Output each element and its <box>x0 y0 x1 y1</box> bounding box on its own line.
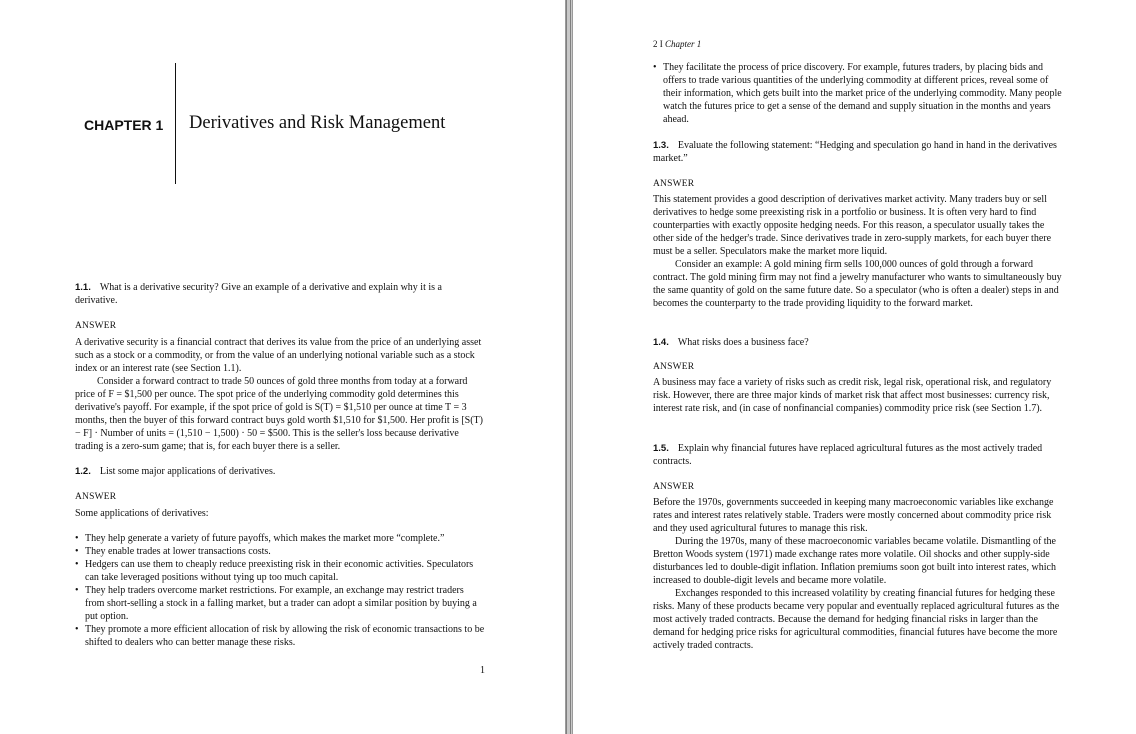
answer-paragraph: Before the 1970s, governments succeeded in keeping many macroeconomic variables like exchange rates and interest rates relatively stable. Traders were mostly concerned about commodity price risk and they used agricultural futures to manage this risk. <box>653 497 1054 534</box>
question-number: 1.5. <box>653 443 669 454</box>
question-1-1 <box>75 281 485 307</box>
list-item: • They enable trades at lower transactions costs. <box>75 545 485 558</box>
answer-paragraph: A business may face a variety of risks such as credit risk, legal risk, operational risk, and regulatory risk. However, there are three major kinds of market risk that affect most businesses: currency risk, interest rate risk, and (in case of nonfinancial companies) commodity price risk (see Section 1.7). <box>653 377 1052 414</box>
question-text: What is a derivative security? Give an example of a derivative and explain why it is a derivative. <box>75 282 442 306</box>
applications-list <box>75 532 485 649</box>
question-1-4 <box>653 336 1063 349</box>
question-text: List some major applications of derivatives. <box>99 466 276 477</box>
question-text: What risks does a business face? <box>677 337 809 348</box>
answer-paragraph: Exchanges responded to this increased volatility by creating financial futures for hedging these risks. Many of these products became very popular and eventually replaced agricultural futures as the most actively traded contracts. Because the demand for hedging financial risks in larger than the demand for hedging price risks for agricultural commodities, financial futures have become the more actively traded contracts. <box>653 588 1060 651</box>
answer-paragraph: Consider a forward contract to trade 50 ounces of gold three months from today at a forward price of F = $1,500 per ounce. The spot price of the underlying commodity gold determines this derivative's payoff. For example, if the spot price of gold is S(T) = $1,510 per ounce at time T = 3 months, then the buyer of this forward contract buys gold worth $1,510 for $1,500. Her profit is [S(T) − F] · Number of units = (1,510 − 1,500) · 50 = $500. This is the seller's loss because derivative trading is a zero-sum game; that is, for each buyer there is a seller. <box>75 376 483 452</box>
answer-paragraph: A derivative security is a financial contract that derives its value from the price of an underlying asset such as a stock or a commodity, or from the value of an underlying notional variable such as a stock index or an interest rate (see Section 1.1). <box>75 337 482 374</box>
answer-paragraph: During the 1970s, many of these macroeconomic variables became volatile. Dismantling of the Bretton Woods system (1971) made exchange rates more volatile. Oil shocks and other supply-side disturbances led to double-digit inflation. Inflation premiums soon got built into interest rates, which increased to double-digit levels and became more volatile. <box>653 536 1056 586</box>
answer-1-5 <box>653 496 1065 652</box>
answer-1-3 <box>653 193 1065 310</box>
question-number: 1.4. <box>653 337 669 348</box>
page-right <box>572 0 1136 734</box>
page-number: 1 <box>480 665 485 676</box>
running-head-page: 2 <box>653 39 658 49</box>
answer-1-1 <box>75 336 487 453</box>
question-text: Explain why financial futures have replaced agricultural futures as the most actively traded contracts. <box>653 443 1043 467</box>
question-1-2 <box>75 465 485 478</box>
list-item: • They help traders overcome market restrictions. For example, an exchange may restrict traders from short-selling a stock in a falling market, but a trader can adopt a similar position by buying a put option. <box>75 584 485 623</box>
continued-bullet-list <box>653 61 1063 126</box>
page-gutter <box>566 0 571 734</box>
running-head <box>653 39 701 49</box>
list-item: • They promote a more efficient allocation of risk by allowing the risk of economic transactions to be shifted to dealers who can better manage these risks. <box>75 623 485 649</box>
answer-paragraph: This statement provides a good description of derivatives market activity. Many traders buy or sell derivatives to hedge some preexisting risk in a portfolio or business. It is often very hard to find counterparties with exactly opposite hedging needs. For this reason, a speculator usually takes the other side of the hedger's trade. Since derivatives trade in zero-supply markets, for each buyer there must be a seller. Speculators make the market more liquid. <box>653 194 1052 257</box>
question-number: 1.3. <box>653 140 669 151</box>
question-text: Evaluate the following statement: “Hedging and speculation go hand in hand in the derivatives market.” <box>653 140 1057 164</box>
list-item: • Hedgers can use them to cheaply reduce preexisting risk in their economic activities. Speculators can take leveraged positions without tying up too much capital. <box>75 558 485 584</box>
running-head-separator: I <box>659 39 663 49</box>
list-item: • They help generate a variety of future payoffs, which makes the market more “complete.” <box>75 532 485 545</box>
chapter-title: Derivatives and Risk Management <box>189 113 446 133</box>
answer-heading: ANSWER <box>653 179 695 189</box>
list-item: • They facilitate the process of price discovery. For example, futures traders, by placing bids and offers to trade various quantities of the underlying commodity at different prices, reveal some of their information, which gets built into the market price of the underlying commodity. Many people watch the futures price to get a sense of the demand and supply situation in the months and years ahead. <box>653 61 1063 126</box>
question-1-5 <box>653 442 1063 468</box>
answer-paragraph: Consider an example: A gold mining firm sells 100,000 ounces of gold through a forward contract. The gold mining firm may not find a jewelry manufacturer who wants to simultaneously buy the same quantity of gold on the same future date. So a speculator (who is often a dealer) steps in and becomes the counterparty to the trade providing liquidity to the forward market. <box>653 259 1062 309</box>
question-1-3 <box>653 139 1063 165</box>
answer-intro: Some applications of derivatives: <box>75 508 209 519</box>
answer-heading: ANSWER <box>653 482 695 492</box>
answer-heading: ANSWER <box>75 492 117 502</box>
answer-heading: ANSWER <box>75 321 117 331</box>
question-number: 1.2. <box>75 466 91 477</box>
question-number: 1.1. <box>75 282 91 293</box>
chapter-label: CHAPTER 1 <box>84 117 164 133</box>
answer-heading: ANSWER <box>653 362 695 372</box>
answer-1-4 <box>653 376 1065 415</box>
chapter-divider-rule <box>175 63 176 184</box>
running-head-chapter: Chapter 1 <box>665 39 702 49</box>
page-left <box>0 0 566 734</box>
